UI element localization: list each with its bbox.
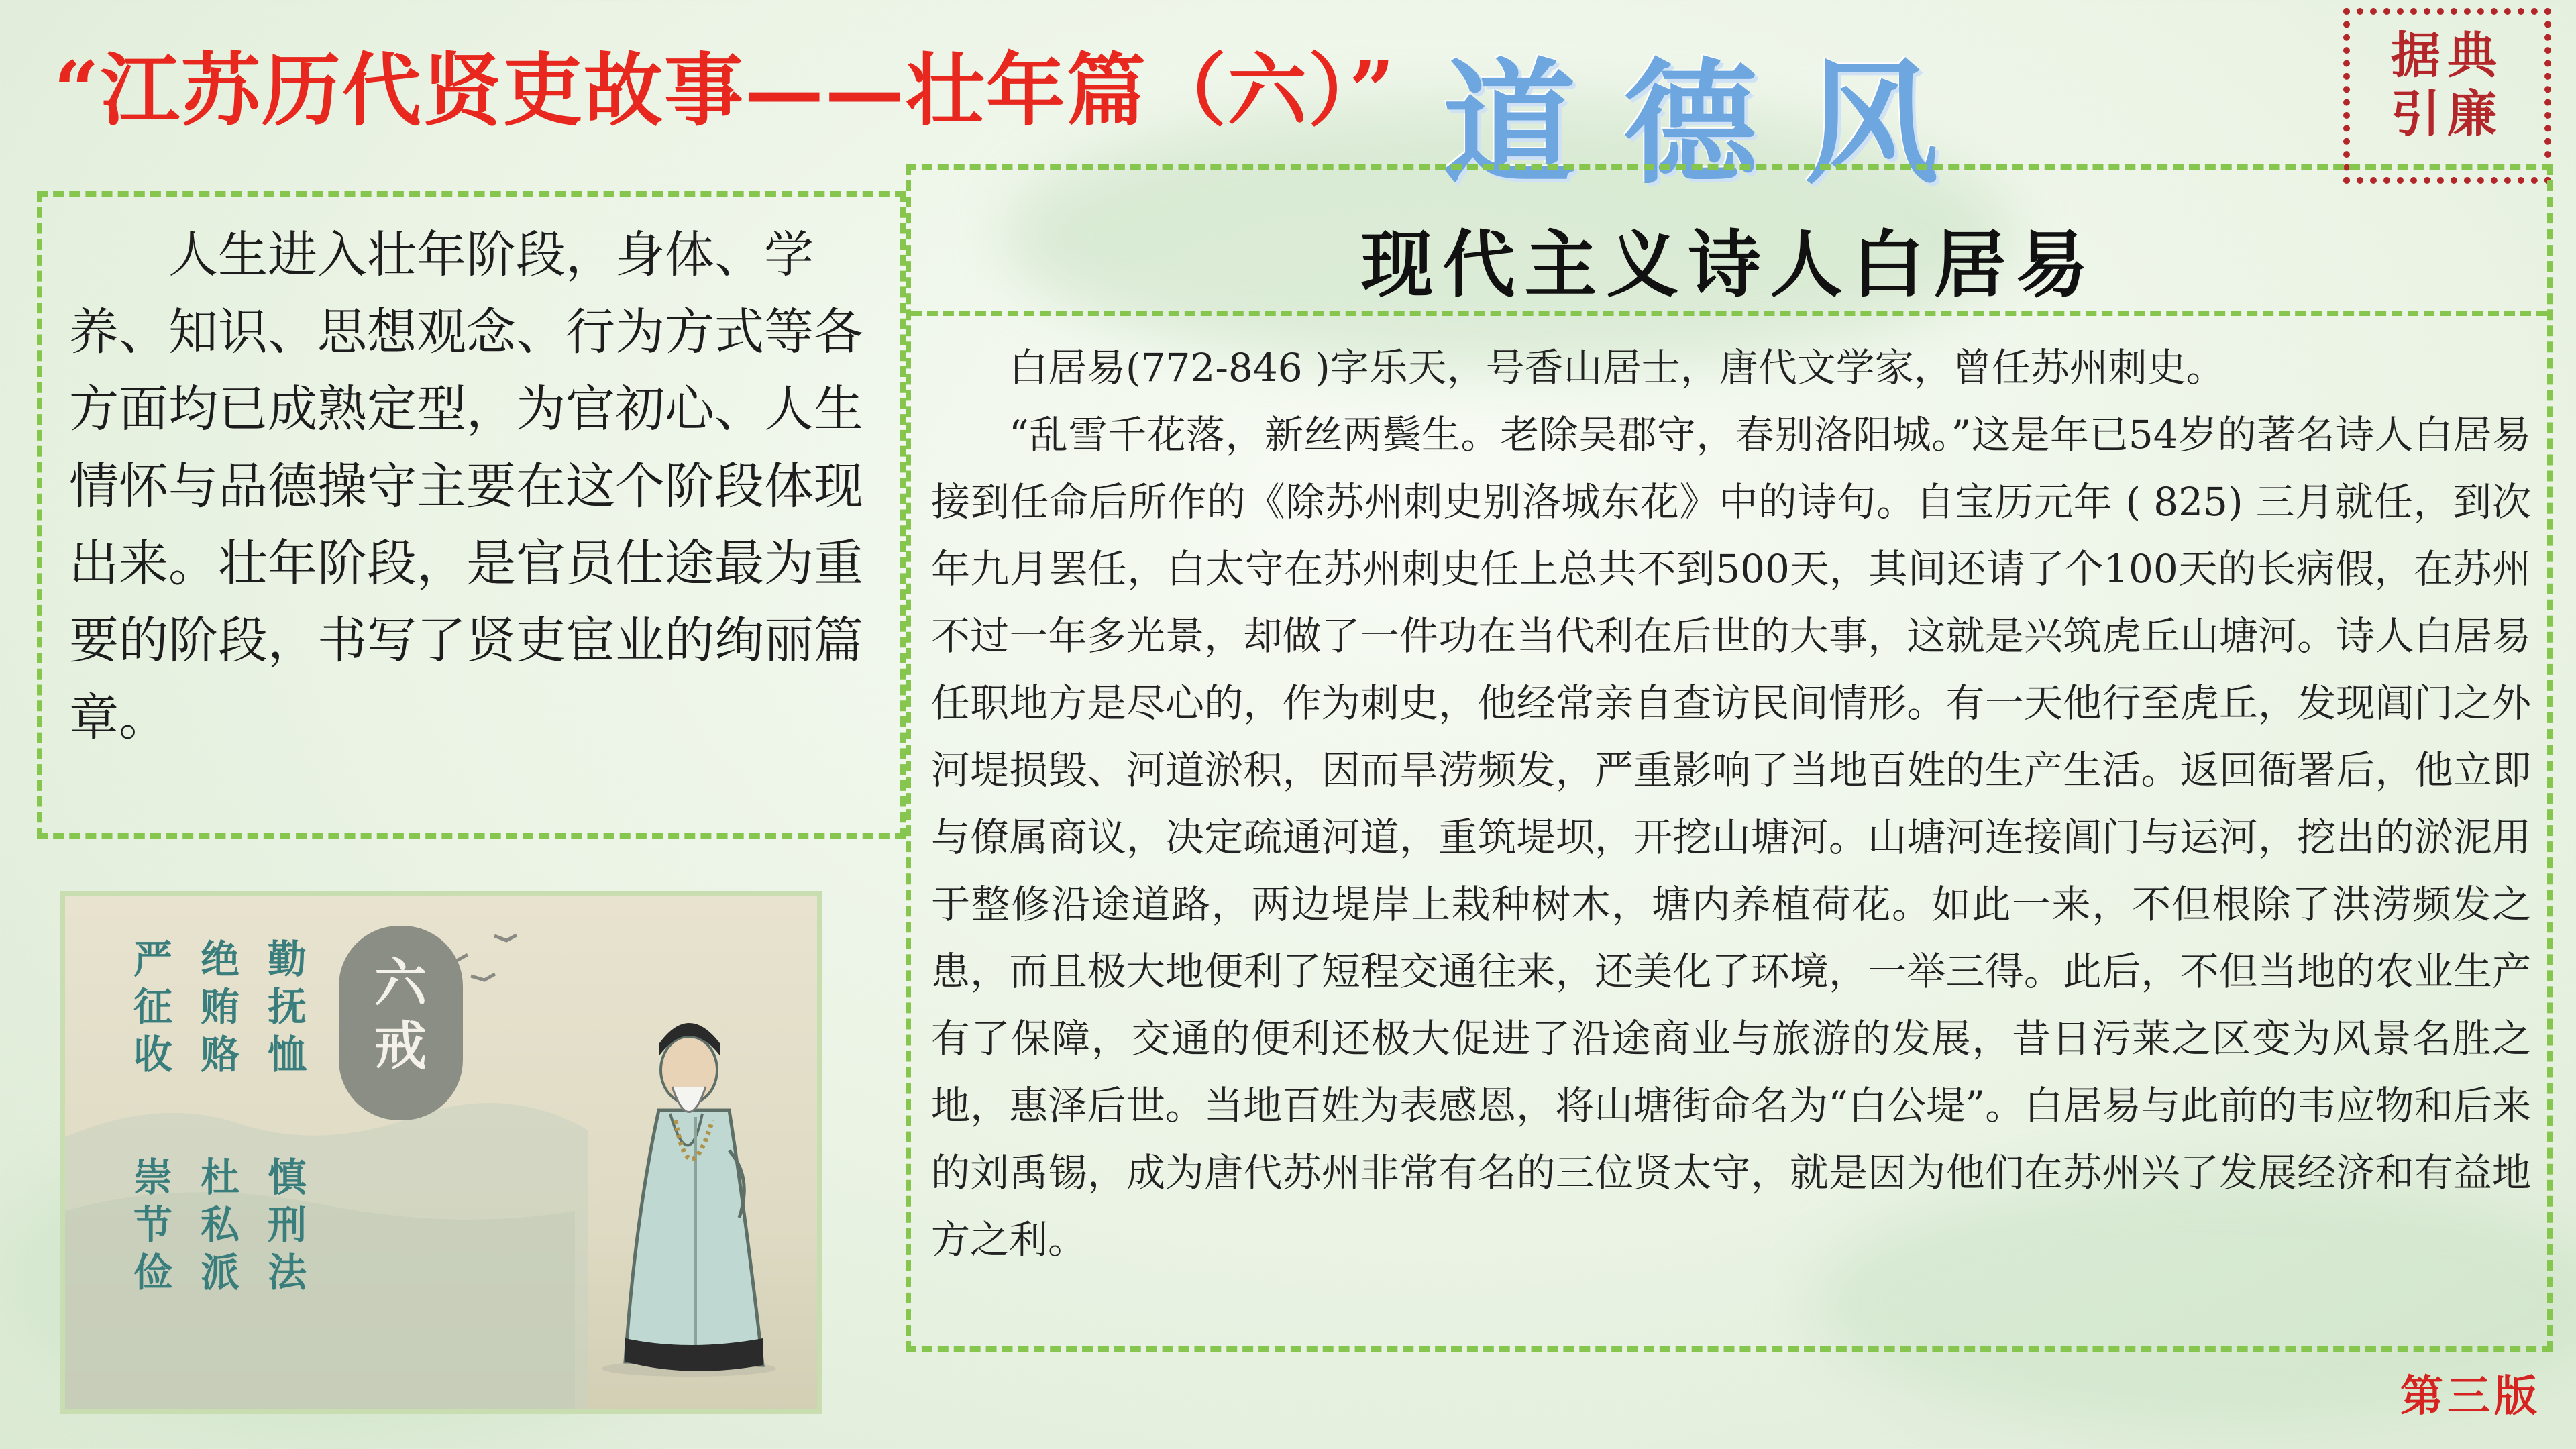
ink-column: 绝贿赂 — [200, 936, 239, 1077]
intro-box — [37, 191, 906, 839]
article-paragraph: 白居易(772-846 )字乐天，号香山居士，唐代文学家，曾任苏州刺史。 — [1009, 345, 2225, 390]
ink-column: 杜私派 — [200, 1155, 239, 1295]
seal-line: 据典 — [2391, 27, 2504, 85]
article-paragraph: “乱雪千花落，新丝两鬓生。老除吴郡守，春别洛阳城。”这是年已54岁的著名诗人白居易接到任命后所作的《除苏州刺史别洛城东花》中的诗句。自宝历元年 ( 825) 三月就任，到次年九月罢任，白太守在苏州刺史任上总共不到500天，其间还请了个100天的长病假，在苏州不过一年多光景，却做了一件功在当代利在后世的大事，这就是兴筑虎丘山塘河。诗人白居易任职地方是尽心的，作为刺史，他经常亲自查访民间情形。有一天他行至虎丘，发现阊门之外河堤损毁、河道淤积，因而旱涝频发，严重影响了当地百姓的生产生活。返回衙署后，他立即与僚属商议，决定疏通河道，重筑堤坝，开挖山塘河。山塘河连接阊门与运河，挖出的淤泥用于整修沿途道路，两边堤岸上栽种树木，塘内养植荷花。如此一来，不但根除了洪涝频发之患，而且极大地便利了短程交通往来，还美化了环境，一举三得。此后，不但当地的农业生产有了保障，交通的便利还极大促进了沿途商业与旅游的发展，昔日污莱之区变为风景名胜之地，惠泽后世。当地百姓为表感恩，将山塘街命名为“白公堤”。白居易与此前的韦应物和后来的刘禹锡，成为唐代苏州非常有名的三位贤太守，就是因为他们在苏州兴了发展经济和有益地方之利。 — [931, 412, 2531, 1263]
series-title: “江苏历代贤吏故事——壮年篇（六）” — [54, 44, 1396, 137]
page-number: 第三版 — [2400, 1372, 2541, 1421]
article-body — [931, 334, 2531, 1273]
badge-text: 六戒 — [374, 953, 427, 1077]
ink-column: 严征收 — [133, 936, 172, 1077]
column-logo: 道德风 — [1442, 46, 1986, 203]
ink-column: 崇节俭 — [133, 1155, 172, 1295]
intro-text: 人生进入壮年阶段，身体、学养、知识、思想观念、行为方式等各方面均已成熟定型，为官初心、人生情怀与品德操守主要在这个阶段体现出来。壮年阶段，是官员仕途最为重要的阶段，书写了贤吏宦业的绚丽篇章。 — [69, 226, 863, 747]
seal-line: 引廉 — [2391, 85, 2504, 144]
article-box — [906, 164, 2553, 1352]
scholar-official-figure — [595, 976, 810, 1379]
ink-column: 慎刑法 — [267, 1155, 307, 1295]
ink-column: 勤抚恤 — [267, 936, 307, 1077]
seal-stamp — [2343, 8, 2551, 184]
article-title: 现代主义诗人白居易 — [1360, 223, 2098, 307]
six-precepts-badge — [339, 926, 463, 1120]
divider — [911, 311, 2547, 316]
illustration-panel — [60, 891, 822, 1414]
